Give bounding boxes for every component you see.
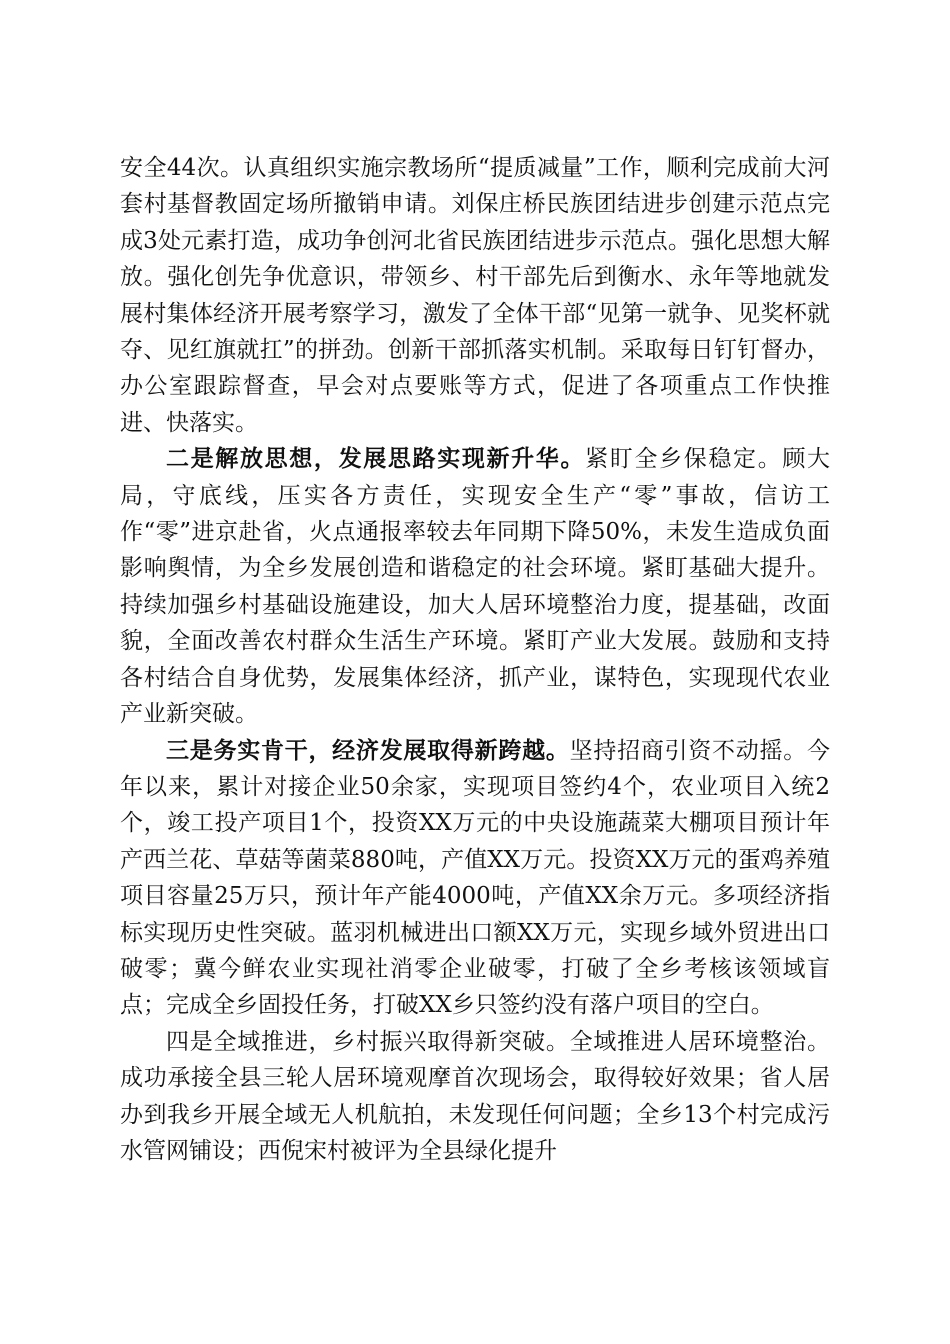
- paragraph-2-text: 紧盯全乡保稳定。顾大局，守底线，压实各方责任，实现安全生产“零”事故，信访工作“零”进京赴省，火点通报率较去年同期下降50%，未发生造成负面影响舆情，为全乡发展创造和谐稳定的社会环境。紧盯基础大提升。持续加强乡村基础设施建设，加大人居环境整治力度，提基础，改面貌，全面改善农村群众生活生产环境。紧盯产业大发展。鼓励和支持各村结合自身优势，发展集体经济，抓产业，谋特色，实现现代农业产业新突破。: [120, 446, 831, 728]
- paragraph-3-text: 坚持招商引资不动摇。今年以来，累计对接企业50余家，实现项目签约4个，农业项目入统2个，竣工投产项目1个，投资XX万元的中央设施蔬菜大棚项目预计年产西兰花、草菇等菌菜880吨，产值XX万元。投资XX万元的蛋鸡养殖项目容量25万只，预计年产能4000吨，产值XX余万元。多项经济指标实现历史性突破。蓝羽机械进出口额XX万元，实现乡域外贸进出口破零；冀今鲜农业实现社消零企业破零，打破了全乡考核该领域盲点；完成全乡固投任务，打破XX乡只签约没有落户项目的空白。: [120, 737, 831, 1019]
- document-page: [120, 150, 830, 1169]
- paragraph-4-text: 四是全域推进，乡村振兴取得新突破。全域推进人居环境整治。成功承接全县三轮人居环境观摩首次现场会，取得较好效果；省人居办到我乡开展全域无人机航拍，未发现任何问题；全乡13个村完成污水管网铺设；西倪宋村被评为全县绿化提升: [120, 1028, 830, 1164]
- paragraph-1-text: 安全44次。认真组织实施宗教场所“提质减量”工作，顺利完成前大河套村基督教固定场所撤销申请。刘保庄桥民族团结进步创建示范点完成3处元素打造，成功争创河北省民族团结进步示范点。强化思想大解放。强化创先争优意识，带领乡、村干部先后到衡水、永年等地就发展村集体经济开展考察学习，激发了全体干部“见第一就争、见奖杯就夺、见红旗就扛”的拼劲。创新干部抓落实机制。采取每日钉钉督办，办公室跟踪督查，早会对点要账等方式，促进了各项重点工作快推进、快落实。: [120, 155, 830, 436]
- paragraph-3-heading: 三是务实肯干，经济发展取得新跨越。: [166, 736, 570, 764]
- paragraph-2: [120, 441, 830, 732]
- paragraph-3: [120, 733, 830, 1024]
- paragraph-4: [120, 1024, 830, 1170]
- paragraph-2-heading: 二是解放思想，发展思路实现新升华。: [166, 445, 586, 473]
- paragraph-1: [120, 150, 830, 441]
